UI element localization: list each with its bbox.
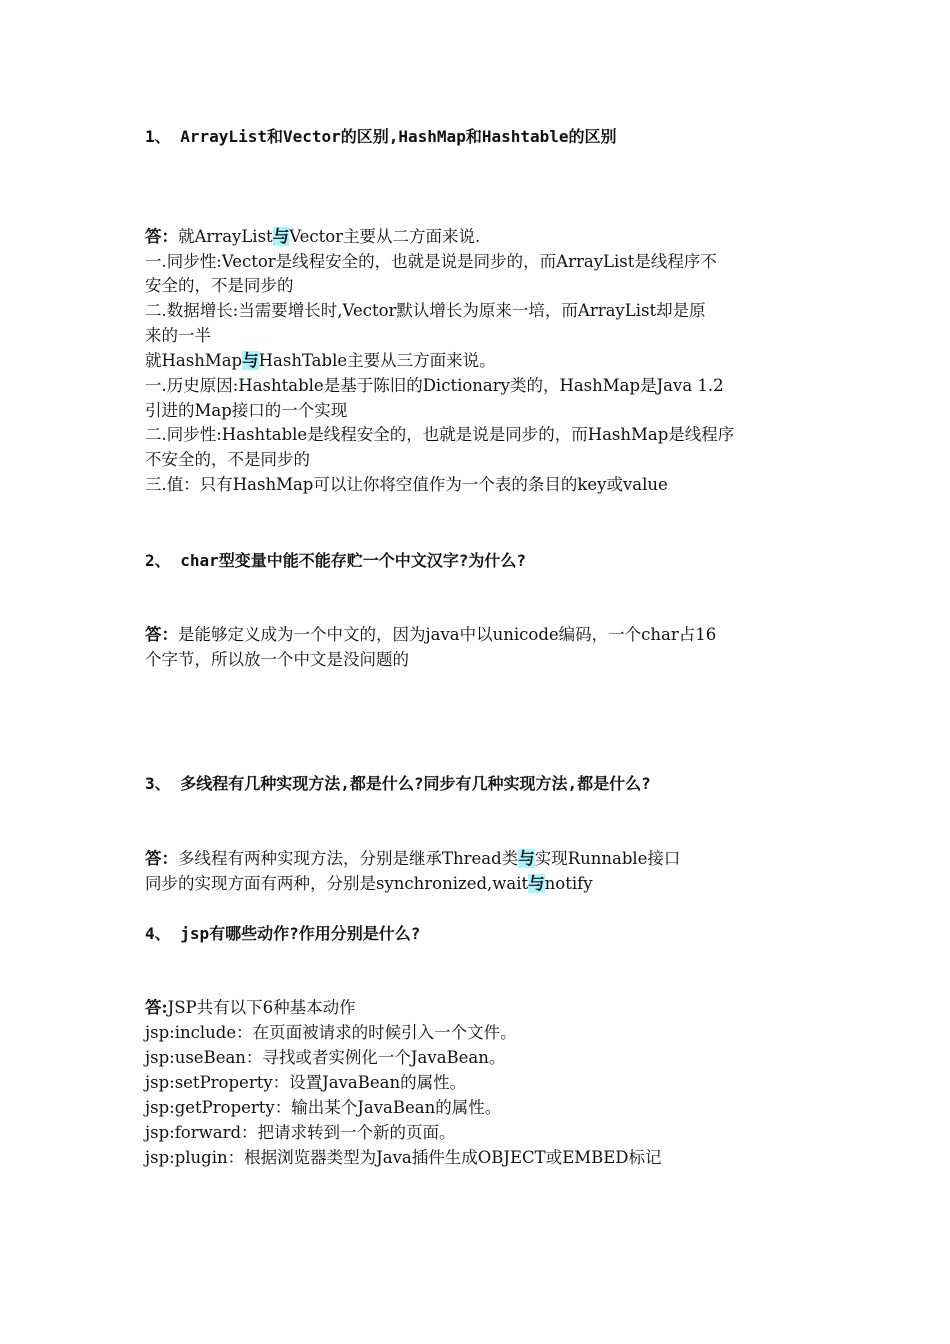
- text: 是能够定义成为一个中文的，因为java中以unicode编码，一个char占16: [178, 625, 717, 644]
- text: Vector主要从二方面来说.: [289, 227, 481, 246]
- answer-label: 答:: [145, 998, 168, 1017]
- q4-title: 4、 jsp有哪些动作?作用分别是什么?: [145, 924, 421, 943]
- text: 就HashMap: [145, 351, 243, 370]
- q1-answer-line-8: 引进的Map接口的一个实现: [145, 401, 348, 420]
- q1-answer-line-6: [145, 350, 496, 372]
- text: HashTable主要从三方面来说。: [258, 351, 496, 370]
- highlight: 与: [272, 227, 290, 246]
- q3-answer-line-1: [145, 848, 680, 870]
- q1-answer-line-9: 二.同步性:Hashtable是线程安全的，也就是说是同步的，而HashMap是线程序: [145, 425, 735, 444]
- highlight: 与: [518, 849, 535, 868]
- q4-item: jsp:plugin：根据浏览器类型为Java插件生成OBJECT或EMBED标记: [145, 1148, 662, 1167]
- q2-answer-line-1: [145, 624, 716, 646]
- q2-title: 2、 char型变量中能不能存贮一个中文汉字?为什么?: [145, 551, 527, 570]
- q1-answer-line-11: 三.值：只有HashMap可以让你将空值作为一个表的条目的key或value: [145, 475, 668, 494]
- q3-title: 3、 多线程有几种实现方法,都是什么?同步有几种实现方法,都是什么?: [145, 774, 651, 793]
- q4-item: jsp:setProperty：设置JavaBean的属性。: [145, 1073, 467, 1092]
- text: 同步的实现方面有两种，分别是synchronized,wait: [145, 874, 529, 893]
- q3-answer-line-2: [145, 873, 593, 895]
- text: 就ArrayList: [178, 227, 273, 246]
- answer-label: 答：: [145, 625, 178, 644]
- answer-label: 答：: [145, 849, 178, 868]
- q1-answer-line-7: 一.历史原因:Hashtable是基于陈旧的Dictionary类的，HashMap是Java 1.2: [145, 376, 724, 395]
- q4-item: jsp:getProperty：输出某个JavaBean的属性。: [145, 1098, 502, 1117]
- text: JSP共有以下6种基本动作: [167, 998, 356, 1017]
- q4-item: jsp:include：在页面被请求的时候引入一个文件。: [145, 1023, 517, 1042]
- q4-item: jsp:forward：把请求转到一个新的页面。: [145, 1123, 456, 1142]
- text: notify: [544, 874, 593, 893]
- highlight: 与: [528, 874, 545, 893]
- q1-answer-line-4: 二.数据增长:当需要增长时,Vector默认增长为原来一培，而ArrayList却是原: [145, 301, 706, 320]
- q4-item: jsp:useBean：寻找或者实例化一个JavaBean。: [145, 1048, 506, 1067]
- q1-answer-line-1: [145, 226, 480, 248]
- highlight: 与: [242, 351, 259, 370]
- q1-answer-line-2: 一.同步性:Vector是线程安全的，也就是说是同步的，而ArrayList是线程序不: [145, 252, 717, 271]
- answer-label: 答：: [145, 227, 178, 246]
- q2-answer-line-2: 个字节，所以放一个中文是没问题的: [145, 650, 409, 669]
- q1-answer-line-10: 不安全的，不是同步的: [145, 450, 310, 469]
- q1-answer-line-5: 来的一半: [145, 326, 211, 345]
- q4-answer-line-1: [145, 997, 356, 1019]
- text: 实现Runnable接口: [534, 849, 681, 868]
- q1-title: 1、 ArrayList和Vector的区别,HashMap和Hashtable的区别: [145, 127, 617, 146]
- q1-answer-line-3: 安全的，不是同步的: [145, 276, 294, 295]
- text: 多线程有两种实现方法，分别是继承Thread类: [178, 849, 519, 868]
